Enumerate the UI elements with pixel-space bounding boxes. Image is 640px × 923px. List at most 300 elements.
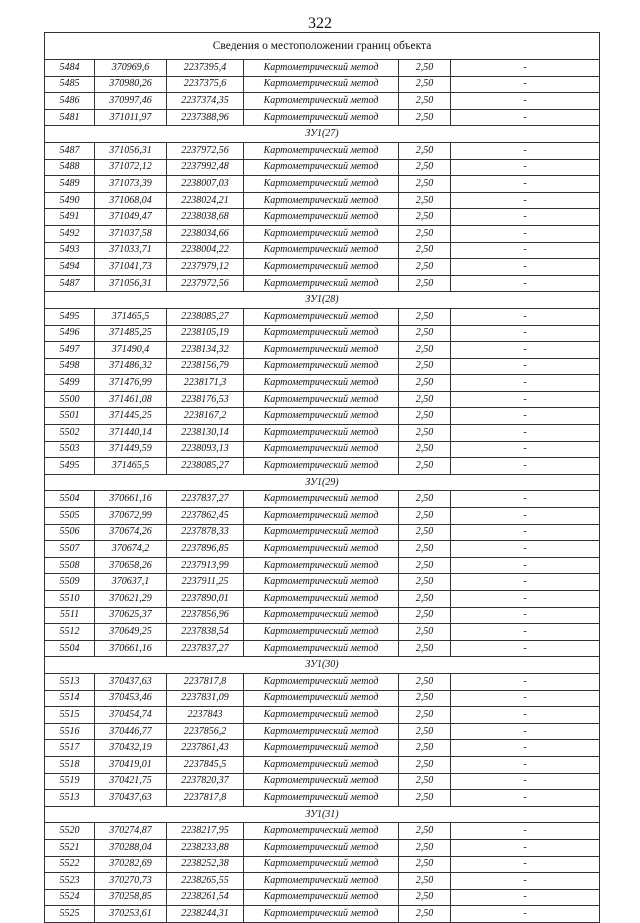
description-cell: -	[451, 690, 600, 707]
point-number-cell: 5507	[45, 541, 95, 558]
x-coordinate-cell: 371011,97	[95, 109, 167, 126]
x-coordinate-cell: 371461,08	[95, 391, 167, 408]
group-label: ЗУ1(29)	[45, 474, 600, 491]
point-number-cell: 5517	[45, 740, 95, 757]
y-coordinate-cell: 2238130,14	[167, 425, 244, 442]
description-cell: -	[451, 640, 600, 657]
table-row	[45, 93, 600, 110]
description-cell: -	[451, 491, 600, 508]
method-cell: Картометрический метод	[244, 557, 399, 574]
y-coordinate-cell: 2238004,22	[167, 242, 244, 259]
y-coordinate-cell: 2237878,33	[167, 524, 244, 541]
method-cell: Картометрический метод	[244, 707, 399, 724]
accuracy-cell: 2,50	[399, 906, 451, 923]
method-cell: Картометрический метод	[244, 740, 399, 757]
y-coordinate-cell: 2237837,27	[167, 491, 244, 508]
method-cell: Картометрический метод	[244, 640, 399, 657]
y-coordinate-cell: 2237838,54	[167, 624, 244, 641]
method-cell: Картометрический метод	[244, 142, 399, 159]
accuracy-cell: 2,50	[399, 458, 451, 475]
description-cell: -	[451, 707, 600, 724]
accuracy-cell: 2,50	[399, 159, 451, 176]
y-coordinate-cell: 2237861,43	[167, 740, 244, 757]
table-row	[45, 209, 600, 226]
point-number-cell: 5489	[45, 176, 95, 193]
point-number-cell: 5481	[45, 109, 95, 126]
group-label: ЗУ1(30)	[45, 657, 600, 674]
method-cell: Картометрический метод	[244, 839, 399, 856]
description-cell: -	[451, 259, 600, 276]
accuracy-cell: 2,50	[399, 790, 451, 807]
accuracy-cell: 2,50	[399, 225, 451, 242]
point-number-cell: 5518	[45, 756, 95, 773]
accuracy-cell: 2,50	[399, 192, 451, 209]
table-row	[45, 60, 600, 77]
y-coordinate-cell: 2237395,4	[167, 60, 244, 77]
y-coordinate-cell: 2238233,88	[167, 839, 244, 856]
accuracy-cell: 2,50	[399, 109, 451, 126]
description-cell: -	[451, 425, 600, 442]
y-coordinate-cell: 2237837,27	[167, 640, 244, 657]
y-coordinate-cell: 2238085,27	[167, 308, 244, 325]
group-header-row	[45, 806, 600, 823]
accuracy-cell: 2,50	[399, 707, 451, 724]
description-cell: -	[451, 441, 600, 458]
description-cell: -	[451, 242, 600, 259]
method-cell: Картометрический метод	[244, 690, 399, 707]
accuracy-cell: 2,50	[399, 524, 451, 541]
method-cell: Картометрический метод	[244, 342, 399, 359]
group-label: ЗУ1(28)	[45, 292, 600, 309]
method-cell: Картометрический метод	[244, 823, 399, 840]
description-cell: -	[451, 773, 600, 790]
accuracy-cell: 2,50	[399, 624, 451, 641]
x-coordinate-cell: 370274,87	[95, 823, 167, 840]
accuracy-cell: 2,50	[399, 275, 451, 292]
table-row	[45, 707, 600, 724]
accuracy-cell: 2,50	[399, 342, 451, 359]
point-number-cell: 5503	[45, 441, 95, 458]
accuracy-cell: 2,50	[399, 773, 451, 790]
x-coordinate-cell: 371486,32	[95, 358, 167, 375]
point-number-cell: 5500	[45, 391, 95, 408]
table-row	[45, 906, 600, 923]
table-row	[45, 275, 600, 292]
method-cell: Картометрический метод	[244, 441, 399, 458]
table-row	[45, 790, 600, 807]
accuracy-cell: 2,50	[399, 740, 451, 757]
x-coordinate-cell: 371476,99	[95, 375, 167, 392]
description-cell: -	[451, 209, 600, 226]
table-row	[45, 773, 600, 790]
x-coordinate-cell: 370621,29	[95, 591, 167, 608]
y-coordinate-cell: 2237856,96	[167, 607, 244, 624]
method-cell: Картометрический метод	[244, 159, 399, 176]
point-number-cell: 5487	[45, 275, 95, 292]
accuracy-cell: 2,50	[399, 873, 451, 890]
group-header-row	[45, 657, 600, 674]
y-coordinate-cell: 2237375,6	[167, 76, 244, 93]
table-row	[45, 723, 600, 740]
accuracy-cell: 2,50	[399, 557, 451, 574]
table-row	[45, 192, 600, 209]
point-number-cell: 5497	[45, 342, 95, 359]
accuracy-cell: 2,50	[399, 756, 451, 773]
method-cell: Картометрический метод	[244, 176, 399, 193]
table-row	[45, 391, 600, 408]
method-cell: Картометрический метод	[244, 60, 399, 77]
method-cell: Картометрический метод	[244, 358, 399, 375]
table-row	[45, 856, 600, 873]
accuracy-cell: 2,50	[399, 574, 451, 591]
point-number-cell: 5513	[45, 790, 95, 807]
method-cell: Картометрический метод	[244, 76, 399, 93]
method-cell: Картометрический метод	[244, 756, 399, 773]
point-number-cell: 5514	[45, 690, 95, 707]
accuracy-cell: 2,50	[399, 425, 451, 442]
y-coordinate-cell: 2238034,66	[167, 225, 244, 242]
accuracy-cell: 2,50	[399, 325, 451, 342]
method-cell: Картометрический метод	[244, 773, 399, 790]
point-number-cell: 5521	[45, 839, 95, 856]
description-cell: -	[451, 839, 600, 856]
description-cell: -	[451, 873, 600, 890]
method-cell: Картометрический метод	[244, 790, 399, 807]
description-cell: -	[451, 458, 600, 475]
y-coordinate-cell: 2238134,32	[167, 342, 244, 359]
accuracy-cell: 2,50	[399, 209, 451, 226]
table-row	[45, 142, 600, 159]
x-coordinate-cell: 370674,2	[95, 541, 167, 558]
table-header-row	[45, 33, 600, 60]
x-coordinate-cell: 371445,25	[95, 408, 167, 425]
accuracy-cell: 2,50	[399, 76, 451, 93]
accuracy-cell: 2,50	[399, 408, 451, 425]
point-number-cell: 5502	[45, 425, 95, 442]
x-coordinate-cell: 370453,46	[95, 690, 167, 707]
x-coordinate-cell: 371440,14	[95, 425, 167, 442]
point-number-cell: 5519	[45, 773, 95, 790]
description-cell: -	[451, 408, 600, 425]
page-number: 322	[308, 15, 332, 32]
method-cell: Картометрический метод	[244, 259, 399, 276]
method-cell: Картометрический метод	[244, 574, 399, 591]
x-coordinate-cell: 370270,73	[95, 873, 167, 890]
x-coordinate-cell: 371465,5	[95, 458, 167, 475]
y-coordinate-cell: 2237911,25	[167, 574, 244, 591]
y-coordinate-cell: 2237388,96	[167, 109, 244, 126]
y-coordinate-cell: 2238244,31	[167, 906, 244, 923]
table-row	[45, 325, 600, 342]
table-row	[45, 76, 600, 93]
table-row	[45, 756, 600, 773]
point-number-cell: 5495	[45, 308, 95, 325]
x-coordinate-cell: 370649,25	[95, 624, 167, 641]
table-row	[45, 624, 600, 641]
point-number-cell: 5520	[45, 823, 95, 840]
y-coordinate-cell: 2237896,85	[167, 541, 244, 558]
table-row	[45, 491, 600, 508]
point-number-cell: 5486	[45, 93, 95, 110]
point-number-cell: 5484	[45, 60, 95, 77]
point-number-cell: 5515	[45, 707, 95, 724]
table-row	[45, 873, 600, 890]
description-cell: -	[451, 508, 600, 525]
method-cell: Картометрический метод	[244, 192, 399, 209]
x-coordinate-cell: 370625,37	[95, 607, 167, 624]
method-cell: Картометрический метод	[244, 723, 399, 740]
point-number-cell: 5488	[45, 159, 95, 176]
x-coordinate-cell: 371485,25	[95, 325, 167, 342]
description-cell: -	[451, 906, 600, 923]
accuracy-cell: 2,50	[399, 259, 451, 276]
table-row	[45, 176, 600, 193]
table-row	[45, 375, 600, 392]
x-coordinate-cell: 370288,04	[95, 839, 167, 856]
method-cell: Картометрический метод	[244, 906, 399, 923]
accuracy-cell: 2,50	[399, 823, 451, 840]
point-number-cell: 5490	[45, 192, 95, 209]
accuracy-cell: 2,50	[399, 142, 451, 159]
description-cell: -	[451, 889, 600, 906]
accuracy-cell: 2,50	[399, 690, 451, 707]
y-coordinate-cell: 2237972,56	[167, 142, 244, 159]
description-cell: -	[451, 740, 600, 757]
method-cell: Картометрический метод	[244, 856, 399, 873]
point-number-cell: 5522	[45, 856, 95, 873]
description-cell: -	[451, 109, 600, 126]
description-cell: -	[451, 325, 600, 342]
description-cell: -	[451, 557, 600, 574]
x-coordinate-cell: 370253,61	[95, 906, 167, 923]
method-cell: Картометрический метод	[244, 308, 399, 325]
point-number-cell: 5512	[45, 624, 95, 641]
accuracy-cell: 2,50	[399, 591, 451, 608]
x-coordinate-cell: 371068,04	[95, 192, 167, 209]
point-number-cell: 5493	[45, 242, 95, 259]
description-cell: -	[451, 93, 600, 110]
point-number-cell: 5504	[45, 491, 95, 508]
method-cell: Картометрический метод	[244, 242, 399, 259]
method-cell: Картометрический метод	[244, 889, 399, 906]
y-coordinate-cell: 2238105,19	[167, 325, 244, 342]
y-coordinate-cell: 2238171,3	[167, 375, 244, 392]
table-row	[45, 441, 600, 458]
group-header-row	[45, 126, 600, 143]
method-cell: Картометрический метод	[244, 425, 399, 442]
x-coordinate-cell: 370661,16	[95, 491, 167, 508]
x-coordinate-cell: 370454,74	[95, 707, 167, 724]
x-coordinate-cell: 370432,19	[95, 740, 167, 757]
x-coordinate-cell: 371490,4	[95, 342, 167, 359]
y-coordinate-cell: 2237845,5	[167, 756, 244, 773]
x-coordinate-cell: 371072,12	[95, 159, 167, 176]
description-cell: -	[451, 624, 600, 641]
table-row	[45, 591, 600, 608]
accuracy-cell: 2,50	[399, 441, 451, 458]
accuracy-cell: 2,50	[399, 673, 451, 690]
accuracy-cell: 2,50	[399, 242, 451, 259]
method-cell: Картометрический метод	[244, 873, 399, 890]
description-cell: -	[451, 358, 600, 375]
method-cell: Картометрический метод	[244, 209, 399, 226]
table-row	[45, 259, 600, 276]
y-coordinate-cell: 2237856,2	[167, 723, 244, 740]
accuracy-cell: 2,50	[399, 391, 451, 408]
description-cell: -	[451, 176, 600, 193]
y-coordinate-cell: 2238156,79	[167, 358, 244, 375]
description-cell: -	[451, 723, 600, 740]
description-cell: -	[451, 192, 600, 209]
y-coordinate-cell: 2238007,03	[167, 176, 244, 193]
accuracy-cell: 2,50	[399, 856, 451, 873]
point-number-cell: 5511	[45, 607, 95, 624]
group-label: ЗУ1(27)	[45, 126, 600, 143]
accuracy-cell: 2,50	[399, 176, 451, 193]
description-cell: -	[451, 342, 600, 359]
y-coordinate-cell: 2237972,56	[167, 275, 244, 292]
x-coordinate-cell: 371465,5	[95, 308, 167, 325]
table-row	[45, 740, 600, 757]
point-number-cell: 5513	[45, 673, 95, 690]
table-row	[45, 574, 600, 591]
table-row	[45, 242, 600, 259]
description-cell: -	[451, 673, 600, 690]
x-coordinate-cell: 370282,69	[95, 856, 167, 873]
accuracy-cell: 2,50	[399, 308, 451, 325]
point-number-cell: 5510	[45, 591, 95, 608]
accuracy-cell: 2,50	[399, 723, 451, 740]
x-coordinate-cell: 371449,59	[95, 441, 167, 458]
x-coordinate-cell: 370419,01	[95, 756, 167, 773]
boundary-coordinates-table	[44, 32, 600, 923]
y-coordinate-cell: 2238217,95	[167, 823, 244, 840]
x-coordinate-cell: 370421,75	[95, 773, 167, 790]
table-row	[45, 673, 600, 690]
accuracy-cell: 2,50	[399, 839, 451, 856]
point-number-cell: 5524	[45, 889, 95, 906]
accuracy-cell: 2,50	[399, 491, 451, 508]
description-cell: -	[451, 541, 600, 558]
accuracy-cell: 2,50	[399, 60, 451, 77]
accuracy-cell: 2,50	[399, 607, 451, 624]
table-row	[45, 358, 600, 375]
group-header-row	[45, 292, 600, 309]
method-cell: Картометрический метод	[244, 624, 399, 641]
x-coordinate-cell: 370258,85	[95, 889, 167, 906]
x-coordinate-cell: 371037,58	[95, 225, 167, 242]
table-row	[45, 225, 600, 242]
point-number-cell: 5509	[45, 574, 95, 591]
y-coordinate-cell: 2238038,68	[167, 209, 244, 226]
table-row	[45, 458, 600, 475]
point-number-cell: 5492	[45, 225, 95, 242]
y-coordinate-cell: 2238085,27	[167, 458, 244, 475]
table-row	[45, 508, 600, 525]
point-number-cell: 5516	[45, 723, 95, 740]
x-coordinate-cell: 370658,26	[95, 557, 167, 574]
table-row	[45, 308, 600, 325]
description-cell: -	[451, 60, 600, 77]
method-cell: Картометрический метод	[244, 325, 399, 342]
y-coordinate-cell: 2237913,99	[167, 557, 244, 574]
accuracy-cell: 2,50	[399, 358, 451, 375]
description-cell: -	[451, 76, 600, 93]
y-coordinate-cell: 2237820,37	[167, 773, 244, 790]
y-coordinate-cell: 2238265,55	[167, 873, 244, 890]
y-coordinate-cell: 2237862,45	[167, 508, 244, 525]
description-cell: -	[451, 308, 600, 325]
y-coordinate-cell: 2238176,53	[167, 391, 244, 408]
description-cell: -	[451, 607, 600, 624]
table-row	[45, 342, 600, 359]
x-coordinate-cell: 371041,73	[95, 259, 167, 276]
x-coordinate-cell: 371056,31	[95, 275, 167, 292]
method-cell: Картометрический метод	[244, 607, 399, 624]
y-coordinate-cell: 2237992,48	[167, 159, 244, 176]
y-coordinate-cell: 2237979,12	[167, 259, 244, 276]
x-coordinate-cell: 370674,26	[95, 524, 167, 541]
y-coordinate-cell: 2237843	[167, 707, 244, 724]
point-number-cell: 5508	[45, 557, 95, 574]
x-coordinate-cell: 370637,1	[95, 574, 167, 591]
x-coordinate-cell: 370446,77	[95, 723, 167, 740]
table-row	[45, 839, 600, 856]
point-number-cell: 5499	[45, 375, 95, 392]
description-cell: -	[451, 574, 600, 591]
table-row	[45, 541, 600, 558]
y-coordinate-cell: 2238167,2	[167, 408, 244, 425]
point-number-cell: 5498	[45, 358, 95, 375]
table-row	[45, 408, 600, 425]
method-cell: Картометрический метод	[244, 275, 399, 292]
table-row	[45, 823, 600, 840]
method-cell: Картометрический метод	[244, 673, 399, 690]
description-cell: -	[451, 524, 600, 541]
y-coordinate-cell: 2238024,21	[167, 192, 244, 209]
description-cell: -	[451, 823, 600, 840]
point-number-cell: 5501	[45, 408, 95, 425]
x-coordinate-cell: 370661,16	[95, 640, 167, 657]
point-number-cell: 5494	[45, 259, 95, 276]
method-cell: Картометрический метод	[244, 541, 399, 558]
table-row	[45, 640, 600, 657]
method-cell: Картометрический метод	[244, 225, 399, 242]
method-cell: Картометрический метод	[244, 109, 399, 126]
y-coordinate-cell: 2237817,8	[167, 673, 244, 690]
method-cell: Картометрический метод	[244, 508, 399, 525]
table-row	[45, 557, 600, 574]
point-number-cell: 5525	[45, 906, 95, 923]
table-row	[45, 889, 600, 906]
x-coordinate-cell: 370437,63	[95, 790, 167, 807]
description-cell: -	[451, 591, 600, 608]
description-cell: -	[451, 756, 600, 773]
y-coordinate-cell: 2238252,38	[167, 856, 244, 873]
point-number-cell: 5496	[45, 325, 95, 342]
method-cell: Картометрический метод	[244, 591, 399, 608]
point-number-cell: 5523	[45, 873, 95, 890]
point-number-cell: 5487	[45, 142, 95, 159]
x-coordinate-cell: 371049,47	[95, 209, 167, 226]
table-row	[45, 159, 600, 176]
table-row	[45, 109, 600, 126]
accuracy-cell: 2,50	[399, 375, 451, 392]
x-coordinate-cell: 370437,63	[95, 673, 167, 690]
accuracy-cell: 2,50	[399, 93, 451, 110]
point-number-cell: 5504	[45, 640, 95, 657]
method-cell: Картометрический метод	[244, 408, 399, 425]
